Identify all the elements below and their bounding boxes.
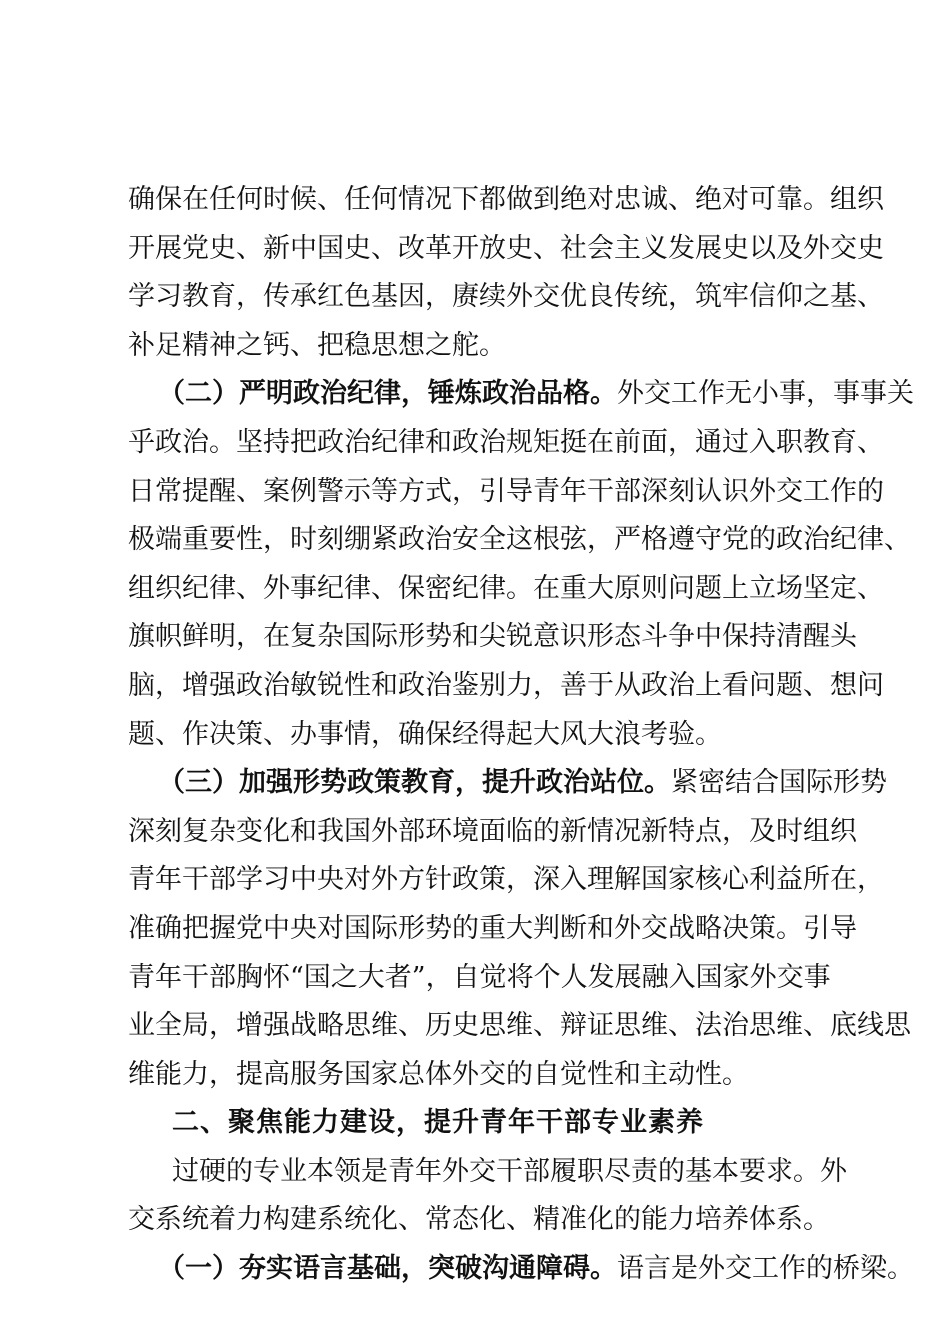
subsection-text: 外交工作无小事，事事关 <box>617 378 914 410</box>
subsection-first-line <box>128 759 887 808</box>
text-line: 维能力，提高服务国家总体外交的自觉性和主动性。 <box>128 1058 749 1090</box>
text-line: 过硬的专业本领是青年外交干部履职尽责的基本要求。外 <box>172 1155 847 1187</box>
paragraph-loyalty <box>128 176 884 370</box>
text-line: 交系统着力构建系统化、常态化、精准化的能力培养体系。 <box>128 1204 830 1236</box>
text-line: 业全局，增强战略思维、历史思维、辩证思维、法治思维、底线思 <box>128 1010 911 1042</box>
section-heading: 二、聚焦能力建设，提升青年干部专业素养 <box>172 1107 704 1139</box>
subsection-text: 语言是外交工作的桥梁。 <box>617 1253 914 1285</box>
subsection-heading: （一）夯实语言基础，突破沟通障碍。 <box>158 1253 617 1285</box>
subsection-policy-education <box>128 759 911 1099</box>
subsection-political-discipline <box>128 370 914 759</box>
text-line: 旗帜鲜明，在复杂国际形势和尖锐意识形态斗争中保持清醒头 <box>128 621 857 653</box>
text-line: 乎政治。坚持把政治纪律和政治规矩挺在前面，通过入职教育、 <box>128 426 884 458</box>
text-line: 开展党史、新中国史、改革开放史、社会主义发展史以及外交史 <box>128 232 884 264</box>
document-page <box>128 176 914 1294</box>
text-line: 组织纪律、外事纪律、保密纪律。在重大原则问题上立场坚定、 <box>128 572 884 604</box>
text-line: 青年干部学习中央对外方针政策，深入理解国家核心利益所在， <box>128 864 884 896</box>
text-line: 深刻复杂变化和我国外部环境面临的新情况新特点，及时组织 <box>128 815 857 847</box>
subsection-first-line <box>128 370 914 419</box>
text-line: 准确把握党中央对国际形势的重大判断和外交战略决策。引导 <box>128 912 857 944</box>
subsection-text: 紧密结合国际形势 <box>671 767 887 799</box>
subsection-heading: （三）加强形势政策教育，提升政治站位。 <box>158 767 671 799</box>
text-line: 青年干部胸怀“国之大者”，自觉将个人发展融入国家外交事 <box>128 961 831 993</box>
text-line: 日常提醒、案例警示等方式，引导青年干部深刻认识外交工作的 <box>128 475 884 507</box>
subsection-first-line <box>128 1245 914 1294</box>
paragraph-professional-skills <box>128 1148 847 1245</box>
subsection-heading: （二）严明政治纪律，锤炼政治品格。 <box>158 378 617 410</box>
text-line: 补足精神之钙、把稳思想之舵。 <box>128 329 506 361</box>
text-line: 题、作决策、办事情，确保经得起大风大浪考验。 <box>128 718 722 750</box>
subsection-language-foundation <box>128 1245 914 1294</box>
text-line: 极端重要性，时刻绷紧政治安全这根弦，严格遵守党的政治纪律、 <box>128 524 911 556</box>
text-line: 学习教育，传承红色基因，赓续外交优良传统，筑牢信仰之基、 <box>128 281 884 313</box>
text-line: 脑，增强政治敏锐性和政治鉴别力，善于从政治上看问题、想问 <box>128 669 884 701</box>
text-line: 确保在任何时候、任何情况下都做到绝对忠诚、绝对可靠。组织 <box>128 184 884 215</box>
